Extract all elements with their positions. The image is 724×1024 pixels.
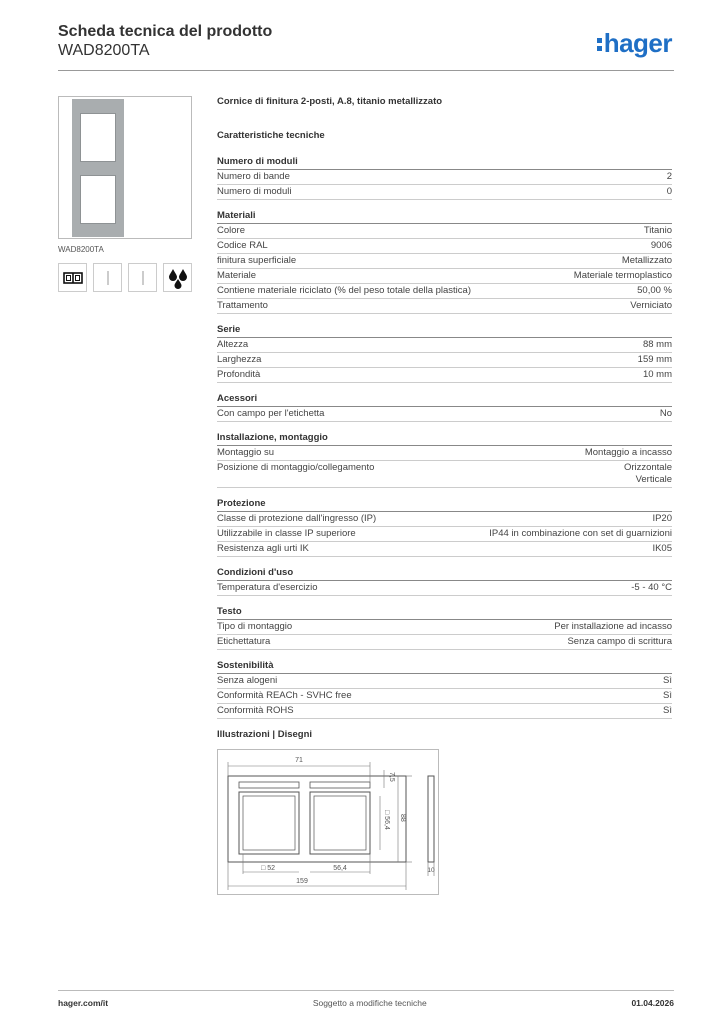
spec-value [660, 408, 672, 420]
spec-row [217, 461, 672, 488]
spec-section [217, 210, 672, 314]
spec-label: Montaggio su [217, 447, 275, 458]
spec-section [217, 660, 672, 719]
spec-label: Contiene materiale riciclato (% del peso totale della plastica) [217, 285, 471, 296]
spec-value-line: Verticale [635, 474, 672, 485]
spec-row [217, 446, 672, 461]
spec-value [574, 270, 672, 282]
section-title: Acessori [217, 393, 672, 407]
section-title: Installazione, montaggio [217, 432, 672, 446]
spec-row [217, 353, 672, 368]
spec-label: Codice RAL [217, 240, 268, 251]
hager-logo[interactable] [597, 28, 672, 59]
spec-value [585, 447, 672, 459]
spec-label: Tipo di montaggio [217, 621, 293, 632]
drawing-window-left-inner [243, 796, 295, 850]
spec-value [624, 462, 672, 486]
section-title: Sostenibilità [217, 660, 672, 674]
spec-value [651, 240, 672, 252]
characteristics-heading: Caratteristiche tecniche [217, 130, 325, 141]
dim-56-4-horizontal: 56,4 [333, 865, 347, 872]
spec-value [489, 528, 672, 540]
technical-drawing [217, 749, 439, 895]
spec-row [217, 635, 672, 650]
footer-disclaimer: Soggetto a modifiche tecniche [312, 998, 427, 1008]
spec-value-line: Metallizzato [621, 255, 672, 266]
spec-label: Conformità REACh - SVHC free [217, 690, 352, 701]
spec-value [630, 300, 672, 312]
spec-row [217, 185, 672, 200]
section-title: Testo [217, 606, 672, 620]
spec-value-line: Per installazione ad incasso [554, 621, 672, 632]
spec-value-line: 2 [666, 171, 672, 182]
logo-dots-icon [597, 34, 603, 52]
logo-text: hager [603, 28, 672, 58]
spec-section [217, 498, 672, 557]
spec-label: Altezza [217, 339, 249, 350]
spec-label: Posizione di montaggio/collegamento [217, 462, 375, 473]
product-code: WAD8200TA [58, 42, 150, 59]
spec-value [554, 621, 672, 633]
section-title: Materiali [217, 210, 672, 224]
spec-row [217, 512, 672, 527]
drawing-window-right-outer [310, 792, 370, 854]
spec-value-line: IP44 in combinazione con set di guarnizioni [489, 528, 672, 539]
spec-label: Trattamento [217, 300, 268, 311]
water-drops-icon [163, 263, 192, 292]
page-title: Scheda tecnica del prodotto [58, 23, 273, 40]
spec-section [217, 432, 672, 488]
spec-value-line: 50,00 % [637, 285, 672, 296]
spec-sections [217, 156, 672, 719]
spec-label: Larghezza [217, 354, 262, 365]
dim-52: □ 52 [261, 865, 275, 872]
spec-label: Materiale [217, 270, 257, 281]
spec-label: finitura superficiale [217, 255, 297, 266]
spec-label: Profondità [217, 369, 261, 380]
spec-label: Classe di protezione dall'ingresso (IP) [217, 513, 377, 524]
spec-label: Etichettatura [217, 636, 271, 647]
spec-value [667, 171, 672, 183]
drawing-side-view [428, 776, 434, 862]
frame-plate [72, 99, 124, 237]
spec-value-line: 10 mm [642, 369, 672, 380]
spec-row [217, 170, 672, 185]
spec-value [644, 225, 672, 237]
dim-88: 88 [399, 814, 406, 822]
image-caption: WAD8200TA [58, 245, 104, 254]
drawing-label-strip-right [310, 782, 370, 788]
spec-value [663, 690, 672, 702]
spec-row [217, 338, 672, 353]
dim-10: 10 [427, 867, 435, 874]
spec-label: Senza alogeni [217, 675, 278, 686]
section-title: Serie [217, 324, 672, 338]
section-title: Numero di moduli [217, 156, 672, 170]
spec-label: Numero di bande [217, 171, 290, 182]
double-frame-icon [58, 263, 87, 292]
spec-section [217, 567, 672, 596]
product-image [58, 96, 192, 239]
spec-value [622, 255, 672, 267]
spec-label: Con campo per l'etichetta [217, 408, 325, 419]
dim-71: 71 [295, 757, 303, 764]
spec-row [217, 542, 672, 557]
spec-value-line: Titanio [643, 225, 672, 236]
footer-divider [58, 990, 674, 991]
spec-value-line: -5 - 40 °C [631, 582, 672, 593]
spec-value-line: 159 mm [637, 354, 672, 365]
spec-value-line: Materiale termoplastico [573, 270, 672, 281]
spec-label: Conformità ROHS [217, 705, 294, 716]
frame-window-bottom [80, 175, 116, 224]
spec-value [667, 186, 672, 198]
spec-value-line: Sì [663, 675, 672, 686]
spec-value [643, 339, 672, 351]
spec-value [663, 675, 672, 687]
dim-7-5: 7,5 [388, 772, 395, 782]
spec-row [217, 224, 672, 239]
spec-value [643, 369, 672, 381]
spec-row [217, 581, 672, 596]
spec-label: Numero di moduli [217, 186, 292, 197]
spec-label: Utilizzabile in classe IP superiore [217, 528, 356, 539]
spec-value [567, 636, 672, 648]
spec-column [217, 96, 672, 745]
spec-value [637, 285, 672, 297]
spec-row [217, 299, 672, 314]
spec-row [217, 269, 672, 284]
spec-value-line: Sì [663, 690, 672, 701]
spec-value-line: No [659, 408, 672, 419]
footer-website-link[interactable]: hager.com/it [58, 998, 109, 1008]
spec-value-line: Orizzontale [623, 462, 672, 473]
spec-value [663, 705, 672, 717]
spec-section [217, 324, 672, 383]
spec-value [652, 513, 672, 525]
spec-section [217, 606, 672, 650]
drawing-window-right-inner [314, 796, 366, 850]
vertical-line-icon [93, 263, 122, 292]
frame-window-top [80, 113, 116, 162]
drawing-label-strip-left [239, 782, 299, 788]
spec-label: Temperatura d'esercizio [217, 582, 318, 593]
spec-section [217, 156, 672, 200]
spec-value-line: Verniciato [630, 300, 672, 311]
product-description: Cornice di finitura 2-posti, A.8, titanio metallizzato [217, 96, 443, 107]
drawing-frame-outline [228, 776, 406, 862]
spec-value-line: Sì [663, 705, 672, 716]
spec-value [652, 543, 672, 555]
spec-row [217, 674, 672, 689]
spec-row [217, 407, 672, 422]
spec-value [638, 354, 672, 366]
spec-section [217, 393, 672, 422]
spec-row [217, 239, 672, 254]
spec-row [217, 527, 672, 542]
footer-date: 01.04.2026 [631, 998, 674, 1008]
page-footer [58, 998, 674, 1008]
spec-value-line: 88 mm [642, 339, 672, 350]
spec-value-line: 0 [666, 186, 672, 197]
dim-56-4-vertical: □ 56,4 [383, 810, 390, 830]
header-divider [58, 70, 674, 71]
spec-row [217, 704, 672, 719]
spec-value-line: Senza campo di scrittura [567, 636, 672, 647]
page-header [58, 22, 674, 68]
illustrations-title: Illustrazioni | Disegni [217, 729, 313, 740]
section-title: Condizioni d'uso [217, 567, 672, 581]
drawing-window-left-outer [239, 792, 299, 854]
spec-row [217, 689, 672, 704]
section-title: Protezione [217, 498, 672, 512]
spec-row [217, 284, 672, 299]
spec-row [217, 368, 672, 383]
spec-value-line: IP20 [652, 513, 672, 524]
spec-label: Colore [217, 225, 245, 236]
dim-159: 159 [296, 878, 308, 885]
spec-value [631, 582, 672, 594]
spec-value-line: IK05 [652, 543, 672, 554]
feature-icons [58, 263, 194, 293]
spec-row [217, 254, 672, 269]
spec-value-line: 9006 [650, 240, 672, 251]
spec-label: Resistenza agli urti IK [217, 543, 309, 554]
spec-value-line: Montaggio a incasso [584, 447, 672, 458]
vertical-line-icon [128, 263, 157, 292]
spec-row [217, 620, 672, 635]
